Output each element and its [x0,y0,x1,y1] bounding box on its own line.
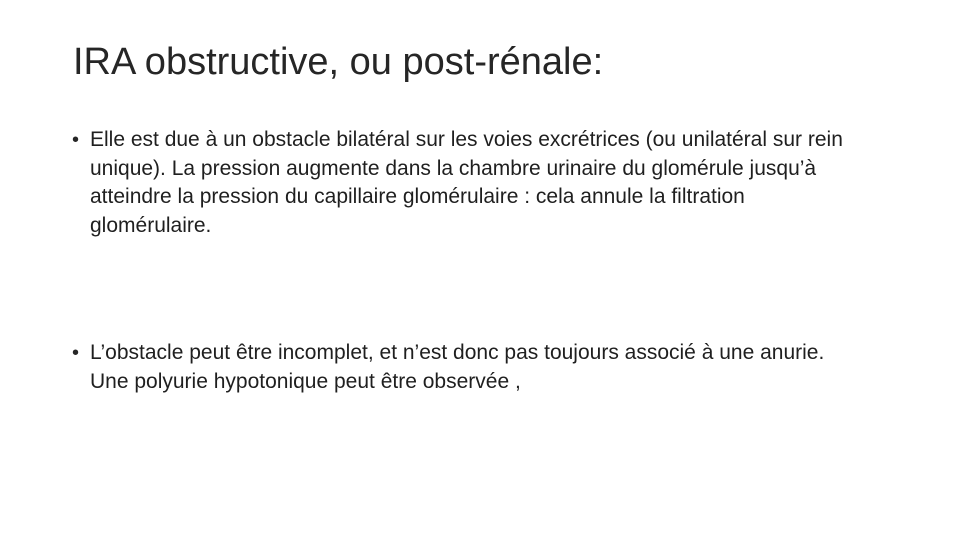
slide-title: IRA obstructive, ou post-rénale: [73,41,604,83]
bullet-item [72,126,872,240]
bullet-text: Elle est due à un obstacle bilatéral sur les voies excrétrices (ou unilatéral sur rein unique). La pression augmente dans la chambre urinaire du glomérule jusqu’à atteindre la pression du capillaire glomérulaire : cela annule la filtration glomérulaire. [90,128,843,237]
bullet-marker-icon: • [72,129,80,151]
bullet-marker-icon: • [72,342,80,364]
bullet-text: L’obstacle peut être incomplet, et n’est donc pas toujours associé à une anurie. Une polyurie hypotonique peut être observée , [90,341,825,393]
bullet-item [72,339,872,396]
